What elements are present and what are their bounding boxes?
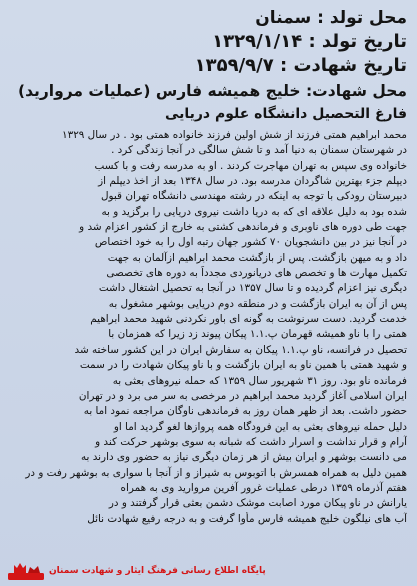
bio-line: جهت طی دوره های ناوبری و فرماندهی کشتی به خارج از کشور اعزام شد و (79, 221, 407, 234)
bio-line: محمد ابراهیم همتی فرزند از شش اولین فرزند خانواده همتی بود . در سال ۱۳۲۹ (62, 129, 407, 141)
bio-line: یارانش در ناو پیکان مورد اصابت موشک دشمن بعثی قرار گرفتند و در (108, 497, 407, 510)
birthplace-line: محل تولد : سمنان (255, 8, 407, 28)
bio-line: حضور داشت. بعد از ظهر همان روز به فرماندهی ناوگان مراجعه نمود اما به (83, 405, 407, 418)
martyrdom-place-line: محل شهادت: خلیج همیشه فارس (عملیات مروارید) (18, 82, 407, 100)
bio-line: ایران اسلامی آغاز گردید محمد ابراهیم در مرخصی به سر می برد و در تهران (78, 389, 407, 402)
bio-line: خدمت گردید. دست سرنوشت به گونه ای باور نکردنی شهید محمد ابراهیم (90, 313, 407, 326)
tulip-logo-icon (6, 560, 46, 582)
bio-line: و شهید همتی با همین ناو به ایران بازگشت و با ناو پیکان شهادت را در سمت (79, 359, 407, 372)
bio-line: آرام و قرار نداشت و اسرار داشت که شبانه به سوی بوشهر حرکت کند و (95, 435, 407, 448)
bio-line: پس از آن به ایران بازگشت و در منطقه دوم دریایی بوشهر مشغول به (108, 297, 407, 310)
education-line: فارغ التحصیل دانشگاه علوم دریایی (164, 106, 407, 122)
birthdate-line: تاریخ تولد : ۱۳۲۹/۱/۱۴ (212, 31, 407, 52)
bio-line: آب های نیلگون خلیج همیشه فارس مأوا گرفت و به درجه رفیع شهادت نائل (87, 512, 407, 525)
bio-line: همتی را با ناو همیشه قهرمان پ.۱.۱ پیکان پیوند زد زیرا که همزمان با (108, 328, 407, 341)
watermark-text: پایگاه اطلاع رسانی فرهنگ ایثار و شهادت سمنان (49, 566, 266, 576)
bio-line: شده بود به دلیل علاقه ای که به دریا داشت نیروی دریایی را برگزید و به (101, 205, 407, 218)
bio-line: هفتم آذرماه ۱۳۵۹ درطی عملیات غرور آفرین مروارید وی به همراه (120, 481, 407, 494)
biography-header (10, 6, 407, 124)
bio-line: تکمیل مهارت ها و تخصص های دریانوردی مجدداً به دوره های تخصصی (106, 267, 407, 280)
bio-line: تحصیل در فرانسه، ناو پ.۱.۱ پیکان به سفارش ایران در این کشور ساخته شد (74, 343, 407, 356)
bio-line: دیگری نیز اعزام گردیده و تا سال ۱۳۵۷ در آنجا به تحصیل اشتغال داشت (98, 282, 407, 295)
bio-line: در آنجا نیز در بین دانشجویان ۷۰ کشور جهان رتبه اول را به خود اختصاص (94, 236, 407, 249)
martyrdom-date-line: تاریخ شهادت : ۱۳۵۹/۹/۷ (194, 55, 407, 76)
bio-line: فرمانده ناو بود. روز ۳۱ شهریور سال ۱۳۵۹ که حمله نیروهای بعثی به (112, 374, 407, 387)
bio-line: در شهرستان سمنان به دنیا آمد و تا شش سالگی در آنجا زندگی کرد . (111, 144, 407, 157)
bio-line: می دانست بوشهر و ایران بیش از هر زمان دیگری نیاز به حضور وی دارند به (80, 451, 407, 464)
bio-line: دلیل حمله نیروهای بعثی به این فرودگاه همه پروازها لغو گردید اما او (113, 420, 407, 433)
watermark (6, 560, 266, 582)
bio-line: دبیرستان رودکی با توجه به اینکه در رشته مهندسی دانشگاه تهران قبول (101, 190, 407, 203)
bio-line: داد و به میهن بازگشت. پس از بازگشت محمد ابراهیم ازآلمان به جهت (107, 251, 407, 264)
biography-text (10, 128, 407, 527)
bio-line: دیپلم جزء بهترین شاگردان مدرسه بود. در سال ۱۳۴۸ بعد از اخذ دیپلم از (98, 175, 407, 188)
bio-line: همین دلیل به همراه همسرش با اتوبوس به شیراز و از آنجا با سواری به بوشهر رفت و در (25, 466, 407, 479)
bio-line: خانواده وی سپس به تهران مهاجرت کردند . او به مدرسه رفت و با کسب (94, 159, 407, 172)
